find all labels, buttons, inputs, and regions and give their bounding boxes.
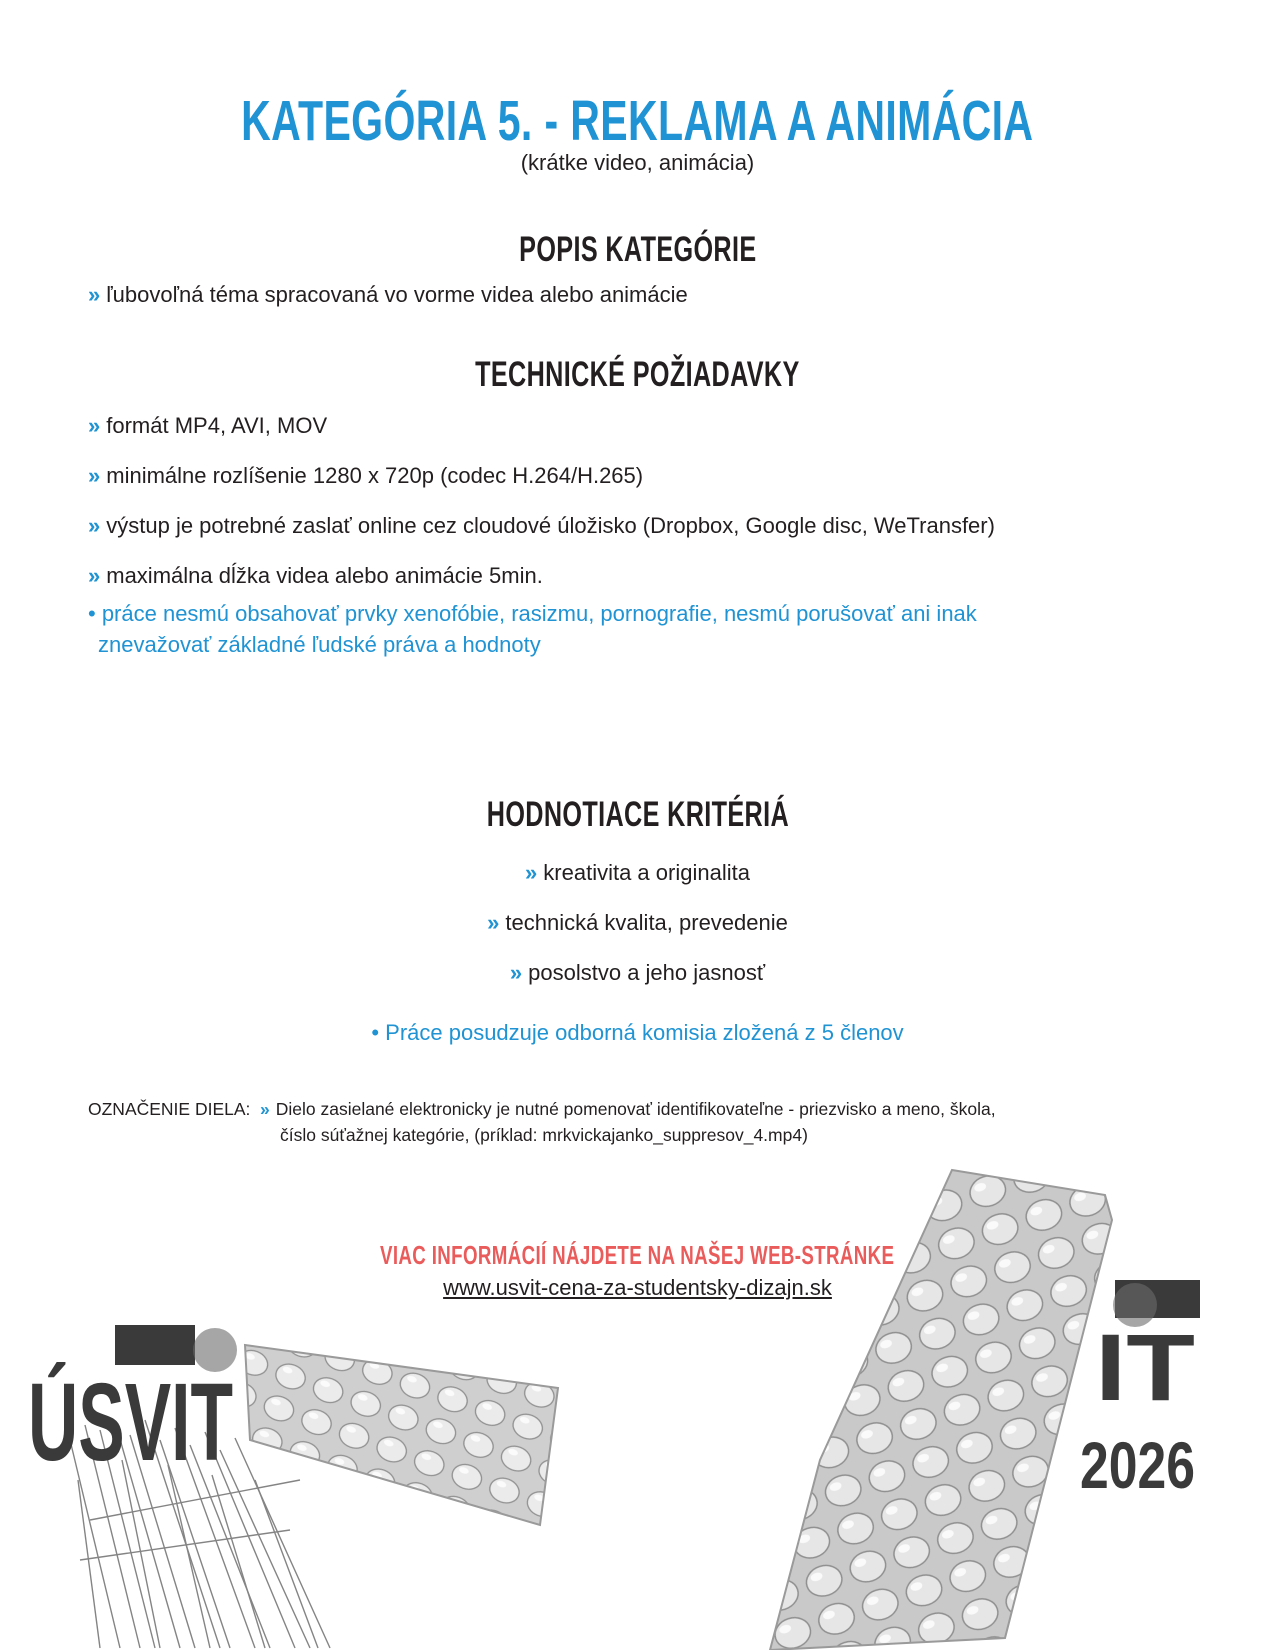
chevron-icon: » [88, 282, 101, 307]
chevron-icon: » [88, 463, 101, 488]
chevron-icon: » [509, 960, 523, 985]
requirement-item-text: minimálne rozlíšenie 1280 x 720p (codec H.264/H.265) [106, 463, 644, 488]
chevron-icon: » [487, 910, 500, 935]
requirement-item [88, 413, 327, 439]
marking-line: číslo súťažnej kategórie, (príklad: mrkvickajanko_suppresov_4.mp4) [280, 1125, 808, 1145]
requirement-item [88, 563, 543, 589]
requirements-note-line: • práce nesmú obsahovať prvky xenofóbie, rasizmu, pornografie, nesmú porušovať ani inak [88, 601, 977, 626]
requirement-item-text: výstup je potrebné zaslať online cez cloudové úložisko (Dropbox, Google disc, WeTransfer) [106, 513, 995, 538]
page-title: KATEGÓRIA 5. - REKLAMA A ANIMÁCIA [241, 89, 1034, 153]
criteria-heading: HODNOTIACE KRITÉRIÁ [486, 795, 789, 834]
requirements-heading: TECHNICKÉ POŽIADAVKY [475, 355, 800, 394]
chevron-icon: » [260, 1099, 270, 1119]
more-info-block [0, 1240, 1275, 1271]
description-item [88, 282, 688, 308]
criteria-heading-block [0, 795, 1275, 835]
chevron-icon: » [88, 413, 101, 438]
description-item-text: ľubovoľná téma spracovaná vo vorme videa alebo animácie [106, 282, 688, 307]
marking-label: OZNAČENIE DIELA: [88, 1099, 251, 1119]
marking-line: Dielo zasielané elektronicky je nutné pomenovať identifikovateľne - priezvisko a meno, škola, [275, 1099, 996, 1119]
title-block [0, 88, 1275, 154]
criteria-item [0, 910, 1275, 936]
requirements-heading-block [0, 355, 1275, 395]
requirement-item [88, 513, 995, 539]
criteria-item-text: kreativita a originalita [543, 860, 750, 885]
requirement-item-text: formát MP4, AVI, MOV [106, 413, 328, 438]
criteria-item-text: posolstvo a jeho jasnosť [528, 960, 766, 985]
chevron-icon: » [88, 563, 101, 588]
chevron-icon: » [525, 860, 538, 885]
requirement-item-text: maximálna dĺžka videa alebo animácie 5min. [106, 563, 543, 588]
logo-year: 2026 [1080, 1428, 1195, 1502]
chevron-icon: » [88, 513, 101, 538]
requirement-item [88, 463, 643, 489]
criteria-item [0, 860, 1275, 886]
page-subtitle: (krátke video, animácia) [520, 150, 755, 175]
criteria-item-text: technická kvalita, prevedenie [505, 910, 788, 935]
criteria-note: • Práce posudzuje odborná komisia zložená z 5 členov [371, 1020, 904, 1045]
more-info-text: VIAC INFORMÁCIÍ NÁJDETE NA NAŠEJ WEB-STRÁNKE [380, 1240, 895, 1270]
description-heading: POPIS KATEGÓRIE [518, 230, 757, 269]
requirements-note [88, 598, 977, 660]
logo-left-text: ÚSVIT [28, 1361, 233, 1484]
marking-block [88, 1096, 1188, 1148]
logo-right-text: IT [1095, 1315, 1195, 1421]
requirements-note-line: znevažovať základné ľudské práva a hodnoty [98, 632, 541, 657]
usvit-logo-left [20, 1320, 250, 1484]
description-heading-block [0, 230, 1275, 270]
usvit-logo-right [1075, 1270, 1205, 1500]
criteria-item [0, 960, 1275, 986]
website-link[interactable]: www.usvit-cena-za-studentsky-dizajn.sk [443, 1275, 832, 1300]
